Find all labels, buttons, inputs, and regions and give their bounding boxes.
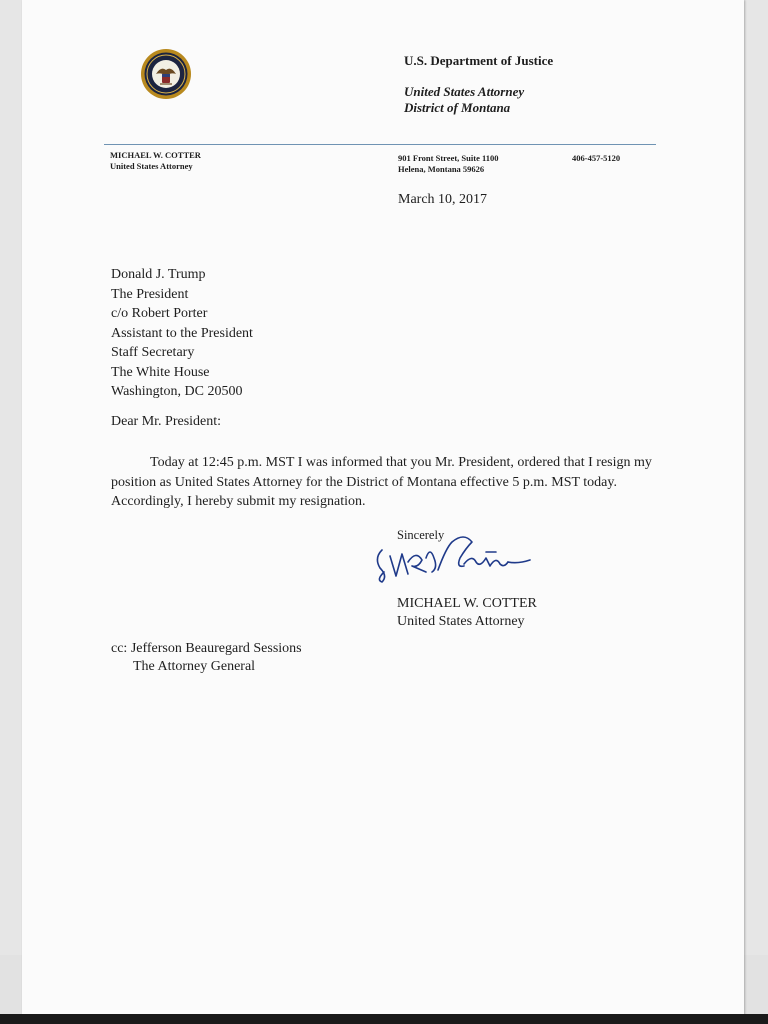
recipient-line: Assistant to the President (111, 325, 253, 341)
recipient-block (111, 265, 253, 402)
salutation: Dear Mr. President: (111, 414, 222, 429)
department-name: U.S. Department of Justice (404, 53, 554, 68)
letterhead-address (398, 153, 499, 175)
body-line: Today at 12:45 p.m. MST I was informed that you Mr. President, ordered that I resign my (150, 455, 652, 470)
cc-line: The Attorney General (133, 659, 256, 674)
letter-body (111, 453, 651, 512)
letterhead-phone: 406-457-5120 (572, 153, 621, 163)
recipient-line: The President (111, 286, 189, 302)
office-district: District of Montana (404, 100, 511, 115)
office-block (404, 84, 524, 116)
cc-block (111, 640, 302, 676)
letterhead-sender (110, 150, 201, 172)
cc-line: cc: Jefferson Beauregard Sessions (111, 641, 302, 656)
sender-name: MICHAEL W. COTTER (110, 150, 201, 160)
body-line: position as United States Attorney for the District of Montana effective 5 p.m. MST today. (111, 474, 617, 490)
recipient-line: Donald J. Trump (111, 267, 206, 282)
recipient-line: c/o Robert Porter (111, 306, 208, 321)
recipient-line: Staff Secretary (111, 345, 195, 360)
scan-bottom-edge (0, 1014, 768, 1024)
signer-block (397, 595, 537, 631)
sender-title: United States Attorney (110, 161, 193, 171)
recipient-line: Washington, DC 20500 (111, 384, 243, 399)
closing: Sincerely (397, 528, 445, 542)
address-line-1: 901 Front Street, Suite 1100 (398, 153, 499, 163)
address-line-2: Helena, Montana 59626 (398, 164, 485, 174)
office-title: United States Attorney (404, 84, 525, 99)
signer-title: United States Attorney (397, 614, 525, 629)
letterhead-rule (104, 144, 656, 145)
recipient-line: The White House (111, 364, 210, 380)
handwritten-signature (368, 528, 536, 584)
letter-date: March 10, 2017 (398, 192, 488, 207)
body-line: Accordingly, I hereby submit my resignation. (111, 494, 366, 509)
doj-seal-icon (140, 48, 192, 100)
signer-name: MICHAEL W. COTTER (397, 596, 537, 611)
